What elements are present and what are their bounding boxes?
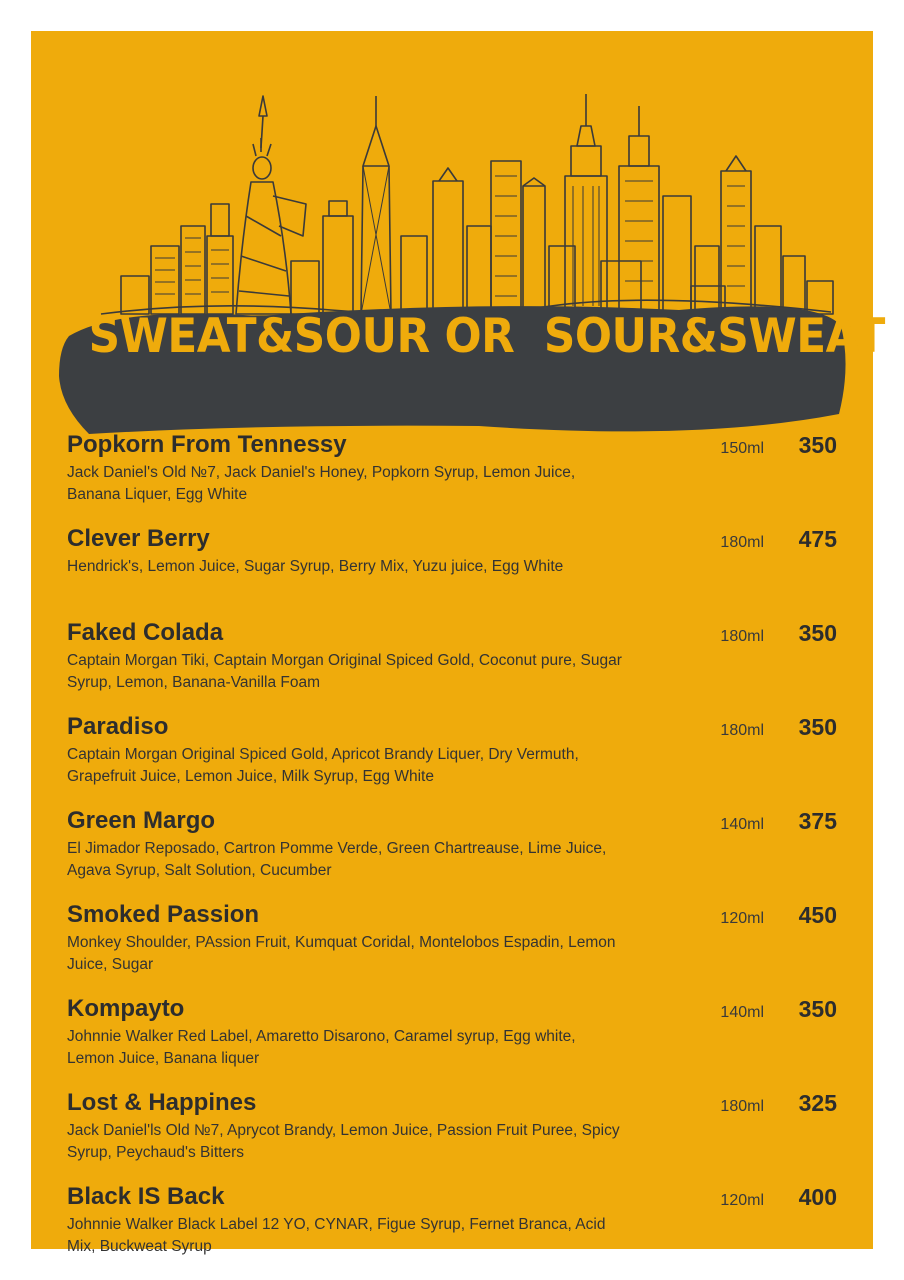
menu-item	[67, 713, 837, 807]
menu-item	[67, 1183, 837, 1277]
page-title: SWEAT&SOUR OR SOUR&SWEAT	[88, 309, 885, 364]
item-name: Clever Berry	[67, 525, 210, 552]
item-name: Popkorn From Tennessy	[67, 431, 347, 458]
item-description: Johnnie Walker Black Label 12 YO, CYNAR, Figue Syrup, Fernet Branca, Acid Mix, Buckweat Syrup	[67, 1216, 606, 1255]
item-price: 350	[798, 996, 837, 1022]
item-description: Jack Daniel's Old №7, Jack Daniel's Honey, Popkorn Syrup, Lemon Juice, Banana Liquer, Egg White	[67, 464, 576, 503]
cocktail-list	[67, 431, 837, 1277]
menu-item	[67, 1089, 837, 1183]
item-description: Jack Daniel'ls Old №7, Aprycot Brandy, Lemon Juice, Passion Fruit Puree, Spicy Syrup, Peychaud's Bitters	[67, 1122, 620, 1161]
item-description: El Jimador Reposado, Cartron Pomme Verde, Green Chartreause, Lime Juice, Agava Syrup, Salt Solution, Cucumber	[67, 840, 607, 879]
menu-item	[67, 619, 837, 713]
menu-item	[67, 995, 837, 1089]
item-name: Black IS Back	[67, 1183, 225, 1210]
item-volume: 150ml	[720, 440, 764, 457]
item-volume: 180ml	[720, 628, 764, 645]
item-name: Lost & Happines	[67, 1089, 257, 1116]
item-volume: 120ml	[720, 1192, 764, 1209]
item-description: Captain Morgan Original Spiced Gold, Apricot Brandy Liquer, Dry Vermuth, Grapefruit Juice, Lemon Juice, Milk Syrup, Egg White	[67, 746, 579, 785]
item-price: 350	[798, 714, 837, 740]
item-price: 475	[798, 526, 837, 552]
item-volume: 180ml	[720, 534, 764, 551]
item-description: Captain Morgan Tiki, Captain Morgan Original Spiced Gold, Coconut pure, Sugar Syrup, Lemon, Banana-Vanilla Foam	[67, 652, 622, 691]
item-price: 450	[798, 902, 837, 928]
item-description: Johnnie Walker Red Label, Amaretto Disarono, Caramel syrup, Egg white, Lemon Juice, Banana liquer	[67, 1028, 576, 1067]
menu-item	[67, 525, 837, 619]
menu-item	[67, 901, 837, 995]
item-volume: 180ml	[720, 722, 764, 739]
menu-item	[67, 807, 837, 901]
menu-page	[31, 31, 885, 1255]
item-name: Paradiso	[67, 713, 169, 740]
item-volume: 140ml	[720, 816, 764, 833]
item-price: 325	[798, 1090, 837, 1116]
item-name: Green Margo	[67, 807, 216, 834]
item-name: Smoked Passion	[67, 901, 260, 928]
item-price: 350	[798, 620, 837, 646]
item-price: 350	[798, 432, 837, 458]
item-volume: 120ml	[720, 910, 764, 927]
item-volume: 140ml	[720, 1004, 764, 1021]
menu-item	[67, 431, 837, 525]
item-price: 375	[798, 808, 837, 834]
item-description: Hendrick's, Lemon Juice, Sugar Syrup, Berry Mix, Yuzu juice, Egg White	[67, 558, 564, 575]
item-name: Kompayto	[67, 995, 185, 1022]
item-name: Faked Colada	[67, 619, 224, 646]
item-volume: 180ml	[720, 1098, 764, 1115]
item-price: 400	[798, 1184, 837, 1210]
item-description: Monkey Shoulder, PAssion Fruit, Kumquat Coridal, Montelobos Espadin, Lemon Juice, Sugar	[67, 934, 616, 973]
